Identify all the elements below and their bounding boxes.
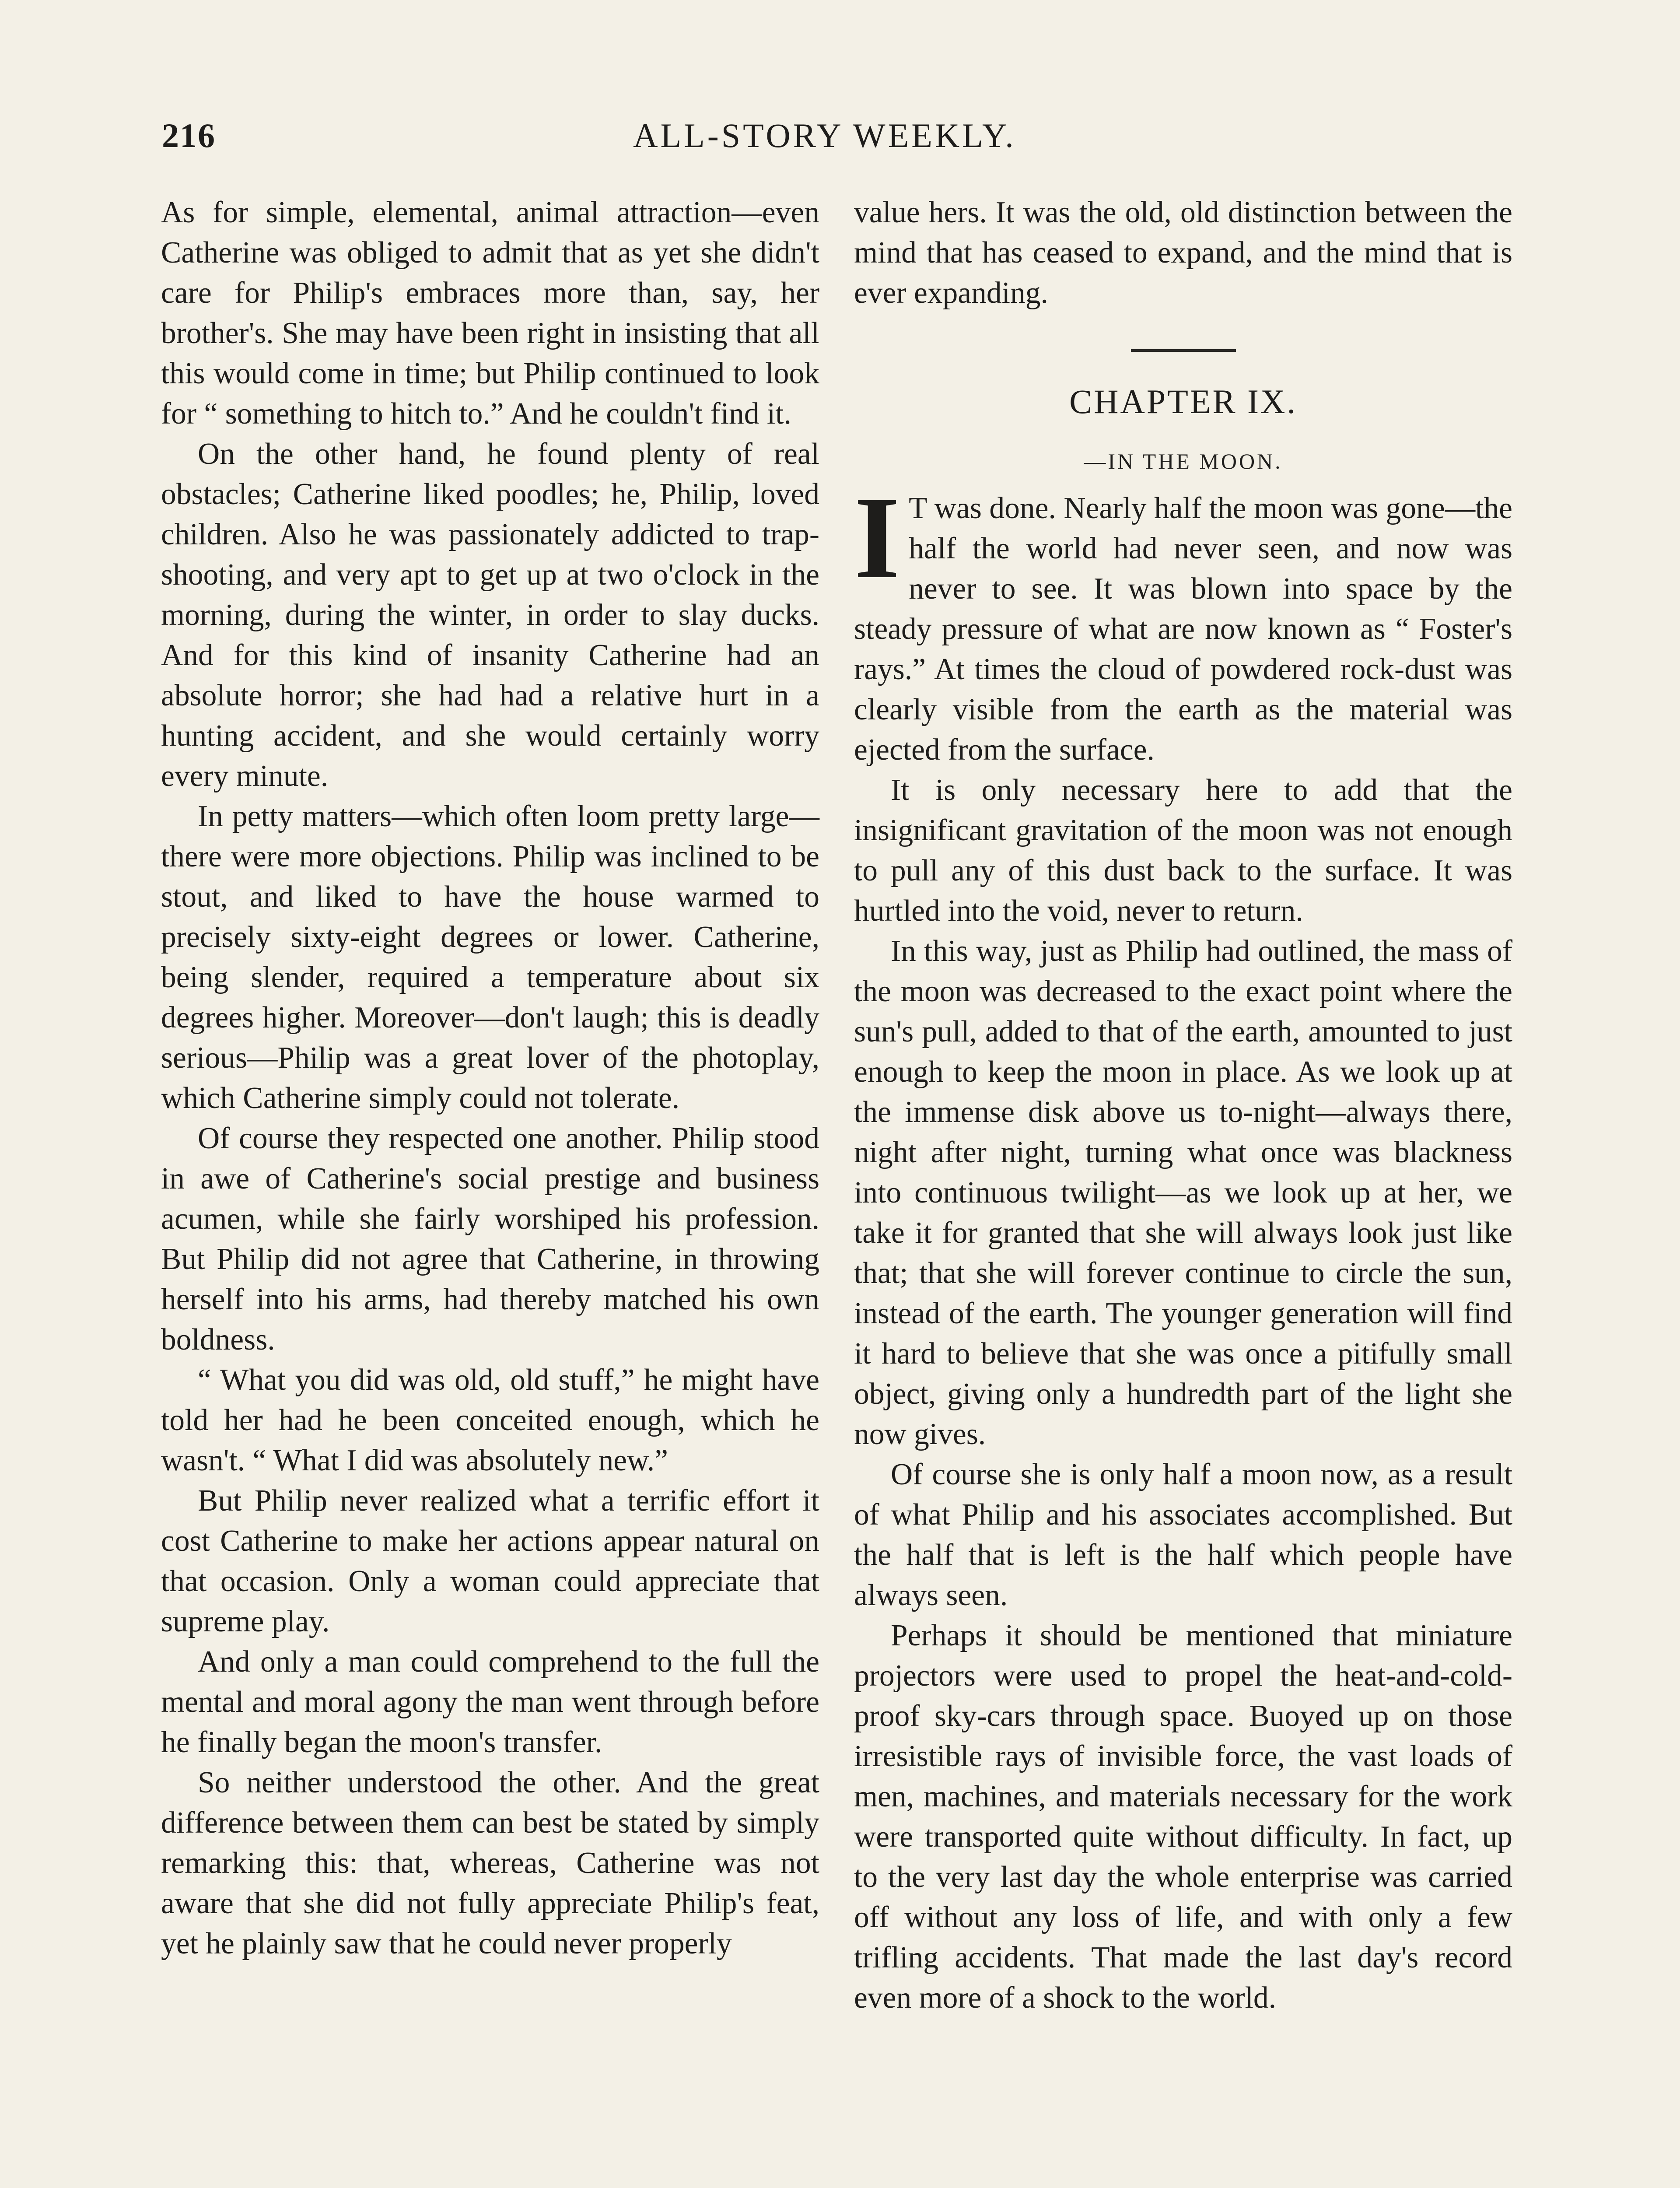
- paragraph: And only a man could comprehend to the full the mental and moral agony the man went through before he finally began the moon's transfer.: [161, 1645, 819, 1759]
- paragraph: But Philip never realized what a terrific effort it cost Catherine to make her actions appear natural on that occasion. Only a woman could appreciate that supreme play.: [161, 1484, 819, 1638]
- chapter-subtitle: —IN THE MOON.: [1084, 449, 1283, 473]
- left-column: [161, 193, 819, 1964]
- chapter-opening-paragraph: [854, 472, 1512, 770]
- drop-cap: I: [854, 472, 900, 603]
- right-column: [854, 193, 1512, 2018]
- chapter-title: CHAPTER IX.: [1069, 382, 1297, 421]
- paragraph: Perhaps it should be mentioned that miniature projectors were used to propel the heat-and-cold-proof sky-cars through space. Buoyed up on those irresistible rays of invisible force, the vast loads of men, machines, and materials necessary for the work were transported quite without difficulty. In fact, up to the very last day the whole enterprise was carried off without any loss of life, and with only a few trifling accidents. That made the last day's record even more of a shock to the world.: [854, 1619, 1512, 2015]
- paragraph: In petty matters—which often loom pretty large—there were more objections. Philip was inclined to be stout, and liked to have the house warmed to precisely sixty-eight degrees or lower. Catherine, being slender, required a temperature about six degrees higher. Moreover—don't laugh; this is deadly serious—Philip was a great lover of the photoplay, which Catherine simply could not tolerate.: [161, 799, 819, 1115]
- paragraph: It is only necessary here to add that the insignificant gravitation of the moon was not enough to pull any of this dust back to the surface. It was hurtled into the void, never to return.: [854, 773, 1512, 928]
- paragraph: Of course she is only half a moon now, as a result of what Philip and his associates accomplished. But the half that is left is the half which people have always seen.: [854, 1458, 1512, 1612]
- section-divider: [1131, 349, 1236, 352]
- paragraph: Of course they respected one another. Philip stood in awe of Catherine's social prestige and business acumen, while she fairly worshiped his profession. But Philip did not agree that Catherine, in throwing herself into his arms, had thereby matched his own boldness.: [161, 1122, 819, 1357]
- continuation-paragraph: value hers. It was the old, old distinction between the mind that has ceased to expand, and the mind that is ever expanding.: [854, 196, 1512, 310]
- page-header: [162, 116, 1488, 164]
- paragraph: So neither understood the other. And the great difference between them can best be stated by simply remarking this: that, whereas, Catherine was not aware that she did not fully appreciate Philip's feat, yet he plainly saw that he could never properly: [161, 1766, 819, 1960]
- paragraph: “ What you did was old, old stuff,” he might have told her had he been conceited enough, which he wasn't. “ What I did was absolutely new.”: [161, 1363, 819, 1477]
- paragraph: In this way, just as Philip had outlined, the mass of the moon was decreased to the exact point where the sun's pull, added to that of the earth, amounted to just enough to keep the moon in place. As we look up at the immense disk above us to-night—always there, night after night, turning what once was blackness into continuous twilight—as we look up at her, we take it for granted that she will always look just like that; that she will forever continue to circle the sun, instead of the earth. The younger generation will find it hard to believe that she was once a pitifully small object, giving only a hundredth part of the light she now gives.: [854, 934, 1512, 1451]
- paragraph: On the other hand, he found plenty of real obstacles; Catherine liked poodles; he, Philip, loved children. Also he was passionately addicted to trap-shooting, and very apt to get up at two o'clock in the morning, during the winter, in order to slay ducks. And for this kind of insanity Catherine had an absolute horror; she had had a relative hurt in a hunting accident, and she would certainly worry every minute.: [161, 437, 819, 793]
- opening-text: T was done. Nearly half the moon was gone—the half the world had never seen, and now was never to see. It was blown into space by the steady pressure of what are now known as “ Foster's rays.” At times the cloud of powdered rock-dust was clearly visible from the earth as the material was ejected from the surface.: [854, 491, 1512, 767]
- paragraph: As for simple, elemental, animal attraction—even Catherine was obliged to admit that as yet she didn't care for Philip's embraces more than, say, her brother's. She may have been right in insisting that all this would come in time; but Philip continued to look for “ something to hitch to.” And he couldn't find it.: [161, 196, 819, 431]
- running-head: ALL-STORY WEEKLY.: [633, 116, 1016, 154]
- page-number: 216: [162, 116, 216, 154]
